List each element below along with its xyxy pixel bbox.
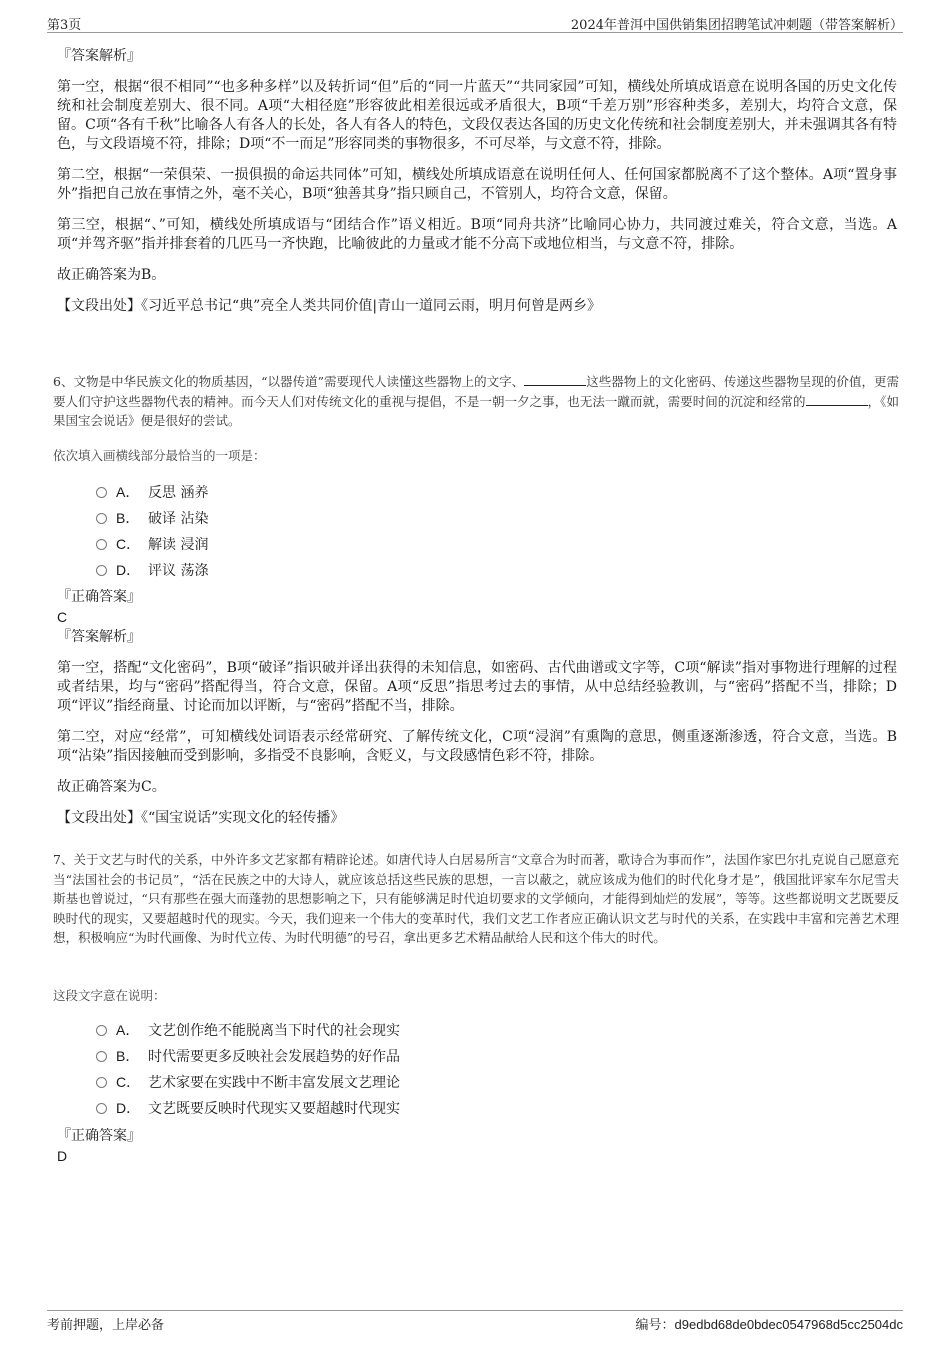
analysis-paragraph: 第一空，根据“很不相同”“也多种多样”以及转折词“但”后的“同一片蓝天”“共同家园”可知，横线处所填成语意在说明各国的历史文化传统和社会制度差别大、很不同。A项“大相径庭”形容彼此相差很远或矛盾很大，B项“千差万别”形容种类多，差别大，均符合文意，保留。C项“各有千秋”比喻各人有各人的长处，各人有各人的特色，文段仅表达各国的历史文化传统和社会制度差别大，并未强调其各有特色，与文段语境不符，排除；D项“不一而足”形容同类的事物很多，不可尽举，与文意不符，排除。 (57, 79, 897, 152)
page-header (47, 12, 903, 33)
radio-icon[interactable] (96, 513, 107, 524)
analysis-tag: 『答案解析』 (57, 48, 141, 64)
source-citation: 【文段出处】《习近平总书记“典”亮全人类共同价值|青山一道同云雨，明月何曾是两乡》 (57, 298, 602, 314)
analysis-block-q5 (57, 46, 897, 328)
radio-icon[interactable] (96, 1051, 107, 1062)
answer-block-q6 (57, 587, 897, 840)
answer-tag: 『正确答案』 (57, 1128, 141, 1144)
radio-icon[interactable] (96, 487, 107, 498)
analysis-paragraph: 第二空，根据“一荣俱荣、一损俱损的命运共同体”可知，横线处所填成语意在说明任何人、任何国家都脱离不了这个整体。A项“置身事外”指把自己放在事情之外，毫不关心，B项“独善其身”指只顾自己，不管别人，均符合文意，保留。 (57, 167, 897, 202)
analysis-paragraph: 第二空，对应“经常”，可知横线处词语表示经常研究、了解传统文化，C项“浸润”有熏陶的意思，侧重逐渐渗透，符合文意，当选。B项“沾染”指因接触而受到影响，多指受不良影响，含贬义，与文段感情色彩不符，排除。 (57, 729, 897, 764)
question-7-options (96, 1017, 400, 1121)
option-c[interactable]: C． 艺术家要在实践中不断丰富发展文艺理论 (96, 1069, 400, 1095)
option-d[interactable]: D． 文艺既要反映时代现实又要超越时代现实 (96, 1095, 400, 1121)
option-a[interactable]: A． 文艺创作绝不能脱离当下时代的社会现实 (96, 1017, 400, 1043)
fill-blank (806, 393, 868, 406)
analysis-paragraph: 第一空，搭配“文化密码”，B项“破译”指识破并译出获得的未知信息，如密码、古代曲谱或文字等，C项“解读”指对事物进行理解的过程或者结果，均与“密码”搭配得当，符合文意，保留。A项“反思”指思考过去的事情，从中总结经验教训，与“密码”搭配不当，排除；D项“评议”指经商量、讨论而加以评断，与“密码”搭配不当，排除。 (57, 660, 897, 714)
option-b[interactable]: B． 破译 沾染 (96, 505, 208, 531)
page-footer (47, 1310, 903, 1333)
question-6-prompt: 依次填入画横线部分最恰当的一项是： (53, 448, 266, 463)
page-number: 第3页 (47, 18, 82, 33)
question-text: 6、文物是中华民族文化的物质基因，“以器传道”需要现代人读懂这些器物上的文字、 (53, 374, 525, 389)
question-text: 这些器物上的文化密码、传递这些器物呈现的价值，更需要人们守护这些器物代表的精神。而今天人们对传统文化的重视与提倡，不是一朝一夕之事，也无法一蹴而就，需要时间的沉淀和经常的 (53, 374, 899, 409)
radio-icon[interactable] (96, 539, 107, 550)
option-c[interactable]: C． 解读 浸润 (96, 531, 208, 557)
correct-answer: D (57, 1148, 68, 1164)
radio-icon[interactable] (96, 565, 107, 576)
question-7-text: 7、关于文艺与时代的关系，中外许多文艺家都有精辟论述。如唐代诗人白居易所言“文章合为时而著，歌诗合为事而作”，法国作家巴尔扎克说自己愿意充当“法国社会的书记员”，“活在民族之中的大诗人，就应该总括这些民族的思想，一言以蔽之，就应该成为他们的时代化身才是”，俄国批评家车尔尼雪夫斯基也曾说过，“只有那些在强大而蓬勃的思想影响之下，只有能够满足时代迫切要求的文学倾向，才能得到灿烂的发展”，等等。这些都说明文艺既要反映时代的现实，又要超越时代的现实。今天，我们迎来一个伟大的变革时代，我们文艺工作者应正确认识文艺与时代的关系，在实践中丰富和完善艺术理想，积极响应“为时代画像、为时代立传、为时代明德”的号召，拿出更多艺术精品献给人民和这个伟大的时代。 (53, 852, 899, 945)
option-a[interactable]: A． 反思 涵养 (96, 479, 208, 505)
document-title: 2024年普洱中国供销集团招聘笔试冲刺题（带答案解析） (570, 18, 903, 33)
correct-answer: C (57, 609, 68, 625)
fill-blank (524, 373, 586, 386)
question-7-prompt: 这段文字意在说明： (53, 988, 166, 1003)
question-text: ，《如果国宝会说话》便是很好的尝试。 (53, 393, 899, 428)
question-6-text (53, 372, 899, 431)
option-b[interactable]: B． 时代需要更多反映社会发展趋势的好作品 (96, 1043, 400, 1069)
conclusion: 故正确答案为C。 (57, 779, 166, 795)
question-6-options (96, 479, 208, 583)
answer-tag: 『正确答案』 (57, 589, 141, 605)
footer-slogan: 考前押题，上岸必备 (47, 1318, 165, 1333)
radio-icon[interactable] (96, 1025, 107, 1036)
analysis-paragraph: 第三空，根据“、”可知，横线处所填成语与“团结合作”语义相近。B项“同舟共济”比喻同心协力，共同渡过难关，符合文意，当选。A项“并驾齐驱”指并排套着的几匹马一齐快跑，比喻彼此的力量或才能不分高下或地位相当，与文意不符，排除。 (57, 217, 897, 252)
radio-icon[interactable] (96, 1103, 107, 1114)
option-d[interactable]: D． 评议 荡涤 (96, 557, 208, 583)
conclusion: 故正确答案为B。 (57, 267, 166, 283)
answer-block-q7 (57, 1126, 897, 1166)
source-citation: 【文段出处】《“国宝说话”实现文化的轻传播》 (57, 810, 345, 826)
document-code: 编号：d9edbd68de0bdec0547968d5cc2504dc (635, 1317, 903, 1333)
radio-icon[interactable] (96, 1077, 107, 1088)
analysis-tag: 『答案解析』 (57, 629, 141, 645)
